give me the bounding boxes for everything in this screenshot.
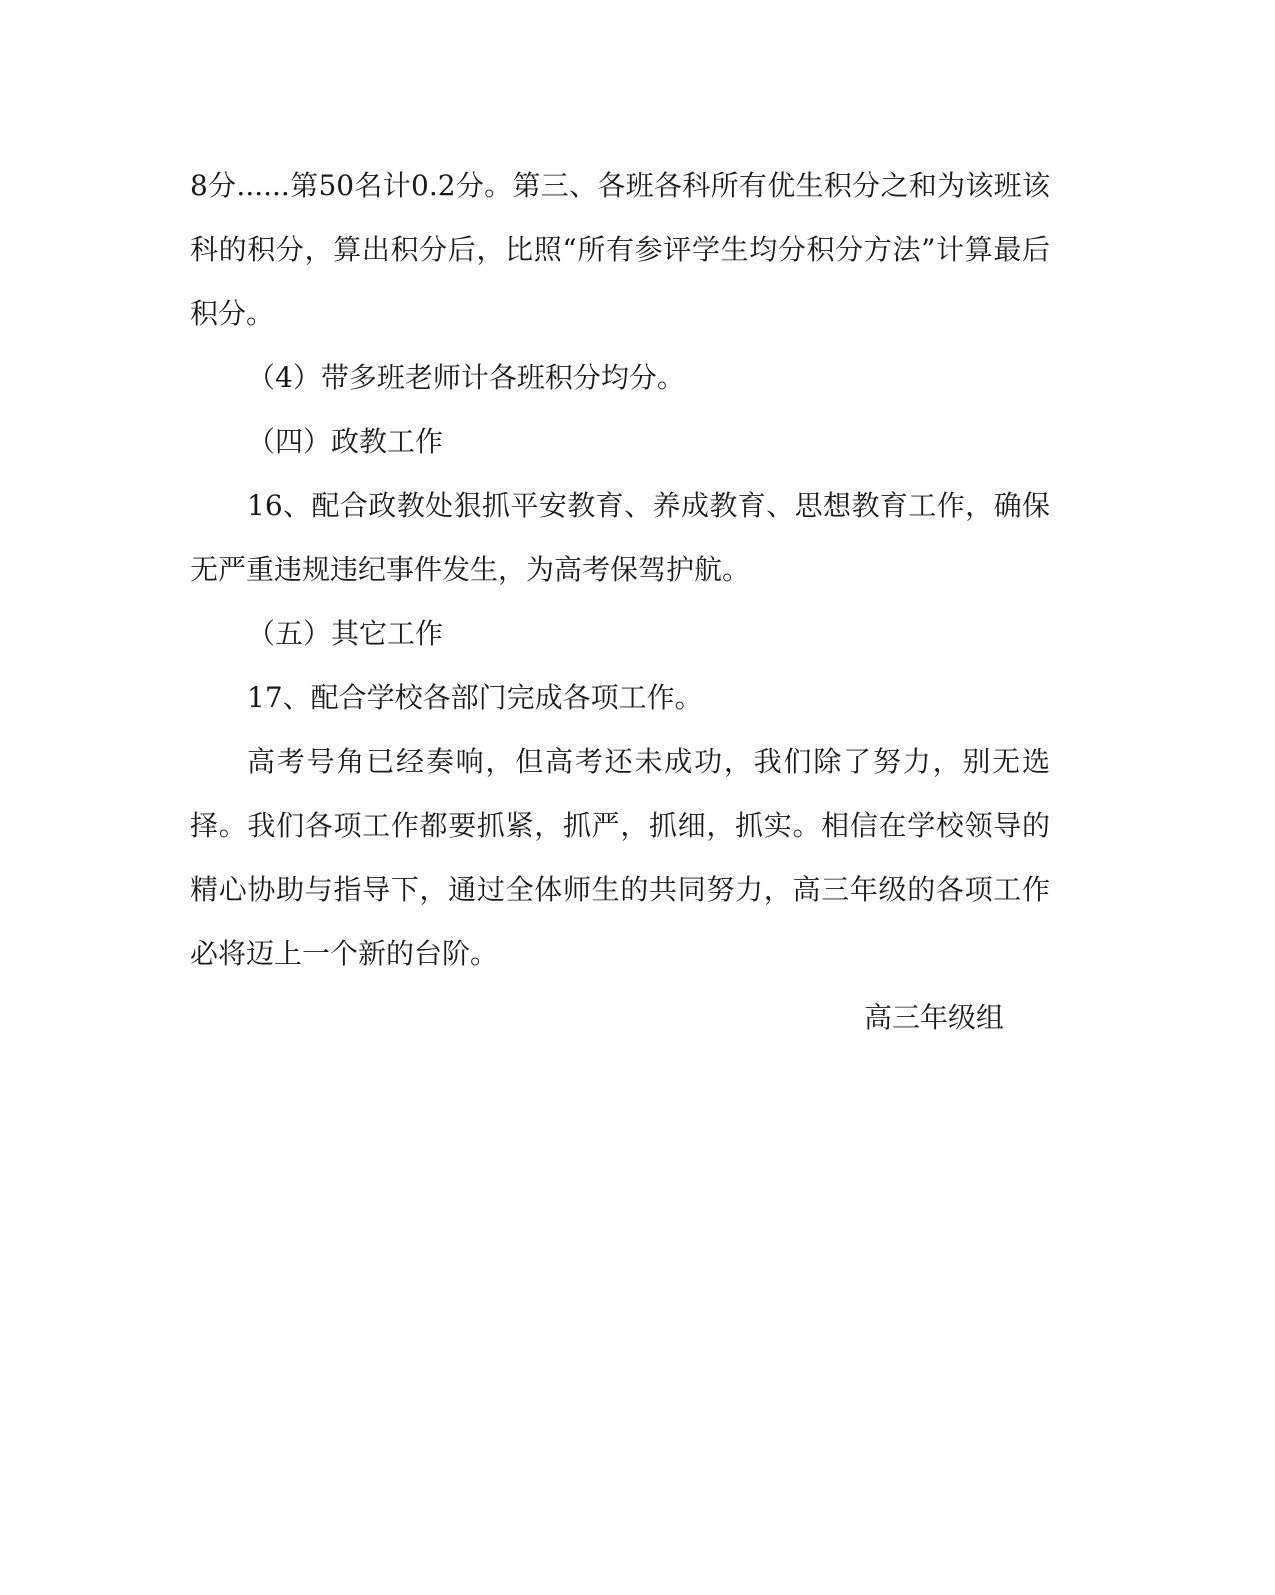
heading-other-work: （五）其它工作 xyxy=(247,617,444,650)
paragraph-item-17: 17、配合学校各部门完成各项工作。 xyxy=(247,681,703,714)
signature: 高三年级组 xyxy=(864,1001,1005,1034)
paragraph-multi-class-teachers: （4）带多班老师计各班积分均分。 xyxy=(247,361,685,394)
document-body xyxy=(190,154,1050,986)
paragraph-conclusion: 高考号角已经奏响，但高考还未成功，我们除了努力，别无选择。我们各项工作都要抓紧，抓严，抓细，抓实。相信在学校领导的精心协助与指导下，通过全体师生的共同努力，高三年级的各项工作必将迈上一个新的台阶。 xyxy=(190,745,1050,970)
paragraph-scoring-continued: 8分......第50名计0.2分。第三、各班各科所有优生积分之和为该班该科的积分，算出积分后，比照“所有参评学生均分积分方法”计算最后积分。 xyxy=(190,169,1050,330)
heading-political-education: （四）政教工作 xyxy=(247,425,444,458)
paragraph-item-16: 16、配合政教处狠抓平安教育、养成教育、思想教育工作，确保无严重违规违纪事件发生，为高考保驾护航。 xyxy=(190,489,1050,586)
